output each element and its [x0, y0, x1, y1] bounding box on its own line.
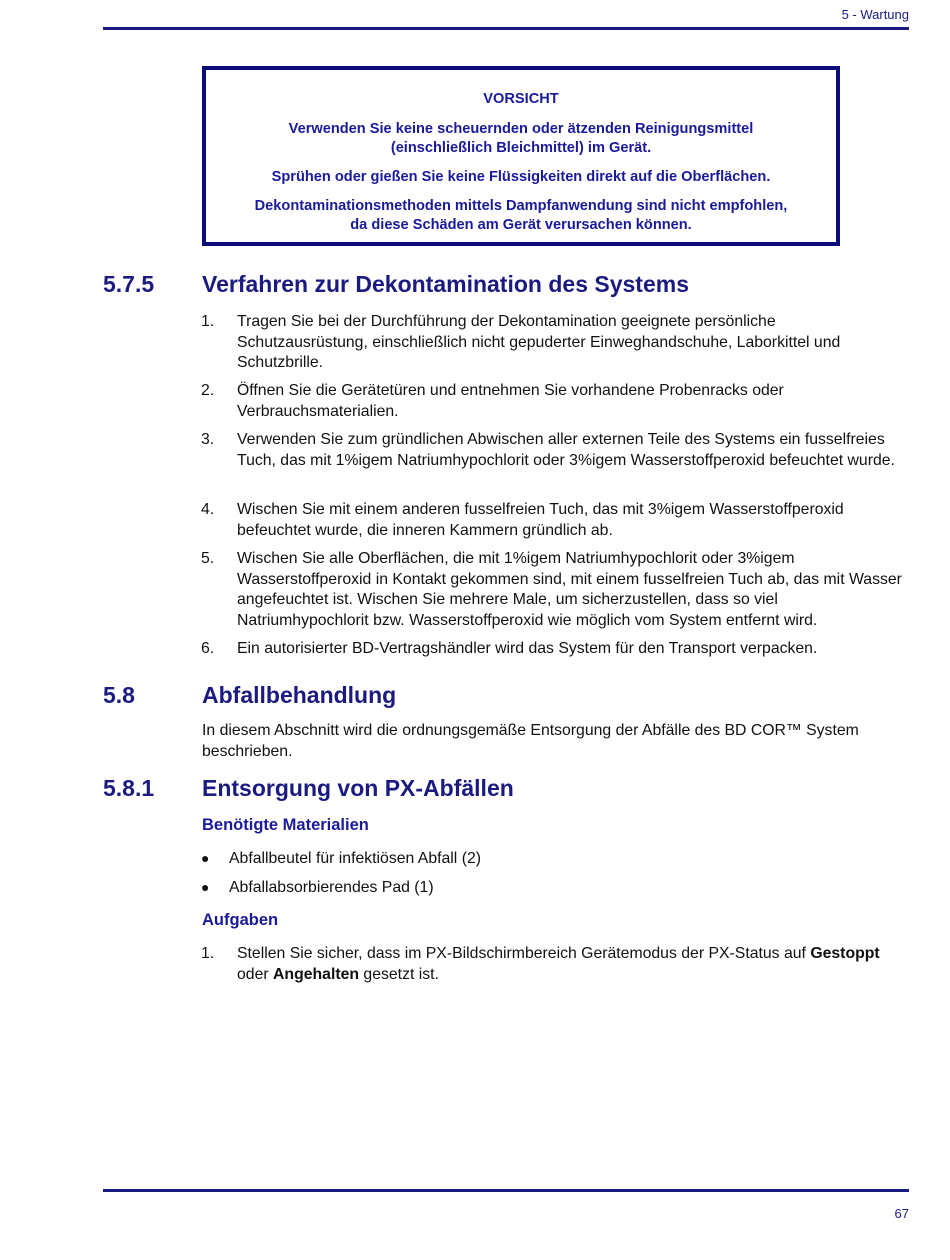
header-rule	[103, 27, 909, 30]
list-text: Öffnen Sie die Gerätetüren und entnehmen Sie vorhandene Probenracks oder Verbrauchsmaterialien.	[237, 382, 784, 420]
caution-line: (einschließlich Bleichmittel) im Gerät.	[390, 140, 652, 156]
list-item	[201, 549, 907, 631]
list-text: Wischen Sie mit einem anderen fusselfreien Tuch, das mit 3%igem Wasserstoffperoxid befeuchtet wurde, die inneren Kammern gründlich ab.	[237, 501, 844, 539]
list-text: Wischen Sie alle Oberflächen, die mit 1%igem Natriumhypochlorit oder 3%igem Wasserstoffperoxid in Kontakt gekommen sind, mit einem fusselfreien Tuch ab, das mit Wasser angefeuchtet ist. Wischen Sie mehrere Male, um sicherzustellen, dass so viel Natriumhypochlorit bzw. Wasserstoffperoxid wie möglich vom System entfernt wird.	[237, 550, 902, 629]
list-text: Ein autorisierter BD-Vertragshändler wird das System für den Transport verpacken.	[237, 640, 818, 657]
list-number: 1.	[201, 313, 215, 330]
status-halted: Angehalten	[273, 965, 360, 983]
materials-heading: Benötigte Materialien	[202, 816, 369, 834]
bullet-text: Abfallbeutel für infektiösen Abfall (2)	[229, 850, 482, 867]
caution-line: Verwenden Sie keine scheuernden oder ätzenden Reinigungsmittel	[288, 121, 754, 137]
section-title: Verfahren zur Dekontamination des Systems	[202, 271, 689, 297]
list-number: 3.	[201, 431, 215, 448]
list-item	[201, 639, 907, 660]
chapter-header: 5 - Wartung	[841, 7, 909, 22]
bullet-item	[201, 878, 434, 899]
section-number: 5.8	[103, 682, 135, 708]
section-number: 5.7.5	[103, 271, 155, 297]
page-number: 67	[894, 1206, 909, 1221]
caution-title: VORSICHT	[483, 91, 559, 107]
bullet-icon: ●	[201, 879, 210, 895]
list-number: 6.	[201, 640, 215, 657]
caution-line: Sprühen oder gießen Sie keine Flüssigkeiten direkt auf die Oberflächen.	[271, 169, 771, 185]
section-title: Entsorgung von PX-Abfällen	[202, 775, 514, 801]
task-text: oder	[237, 965, 274, 983]
caution-box	[202, 66, 840, 246]
list-text: Verwenden Sie zum gründlichen Abwischen aller externen Teile des Systems ein fusselfreies Tuch, das mit 1%igem Natriumhypochlorit oder 3%igem Wasserstoffperoxid befeuchtet wurde.	[237, 431, 895, 469]
list-number: 1.	[201, 945, 215, 962]
bullet-item	[201, 849, 481, 870]
footer-rule	[103, 1189, 909, 1192]
status-stopped: Gestoppt	[810, 945, 880, 962]
section-intro: In diesem Abschnitt wird die ordnungsgemäße Entsorgung der Abfälle des BD COR™ System beschrieben.	[202, 722, 859, 760]
list-number: 4.	[201, 501, 215, 518]
list-item	[201, 430, 907, 471]
caution-line: Dekontaminationsmethoden mittels Dampfanwendung sind nicht empfohlen,	[254, 198, 788, 214]
section-number: 5.8.1	[103, 775, 155, 801]
caution-line: da diese Schäden am Gerät verursachen können.	[350, 217, 692, 233]
list-item	[201, 381, 907, 422]
list-number: 2.	[201, 382, 215, 399]
list-text	[237, 944, 907, 985]
section-title: Abfallbehandlung	[202, 682, 397, 708]
list-number: 5.	[201, 550, 215, 567]
list-item	[201, 500, 907, 541]
task-text: gesetzt ist.	[359, 965, 439, 983]
list-item	[201, 944, 907, 985]
task-text: Stellen Sie sicher, dass im PX-Bildschirmbereich Gerätemodus der PX-Status auf	[237, 945, 806, 962]
tasks-heading: Aufgaben	[202, 911, 279, 929]
list-text: Tragen Sie bei der Durchführung der Dekontamination geeignete persönliche Schutzausrüstung, einschließlich nicht gepuderter Einweghandschuhe, Laborkittel und Schutzbrille.	[237, 313, 841, 372]
bullet-icon: ●	[201, 850, 210, 866]
bullet-text: Abfallabsorbierendes Pad (1)	[229, 879, 434, 896]
list-item	[201, 312, 907, 374]
